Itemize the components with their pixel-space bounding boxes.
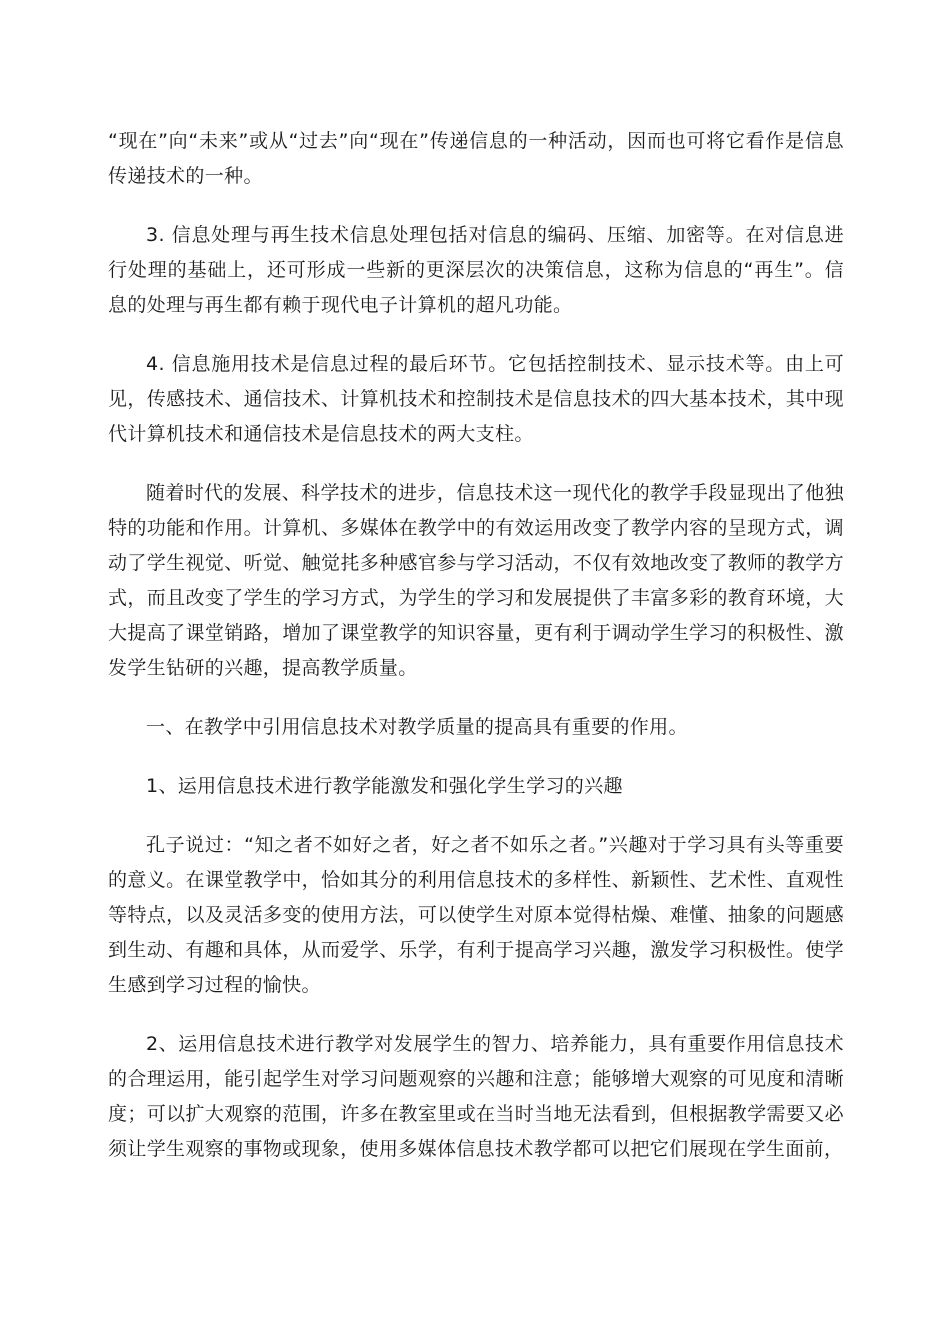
- section-heading-1: 一、在教学中引用信息技术对教学质量的提高具有重要的作用。: [146, 716, 688, 738]
- paragraph-confucius: 孔子说过：“知之者不如好之者，好之者不如乐之者。”兴趣对于学习具有头等重要的意义。在课堂教学中，恰如其分的利用信息技术的多样性、新颖性、艺术性、直观性等特点，以及灵活多变的使用方法，可以使学生对原本觉得枯燥、难懂、抽象的问题感到生动、有趣和具体，从而爱学、乐学，有利于提高学习兴趣，激发学习积极性。使学生感到学习过程的愉快。: [108, 834, 844, 996]
- document-body: [108, 124, 844, 1191]
- paragraph-item-4: 4. 信息施用技术是信息过程的最后环节。它包括控制技术、显示技术等。由上可见，传感技术、通信技术、计算机技术和控制技术是信息技术的四大基本技术，其中现代计算机技术和通信技术是信息技术的两大支柱。: [108, 353, 844, 445]
- paragraph-development: 随着时代的发展、科学技术的进步，信息技术这一现代化的教学手段显现出了他独特的功能和作用。计算机、多媒体在教学中的有效运用改变了教学内容的呈现方式，调动了学生视觉、听觉、触觉扥多种感官参与学习活动，不仅有效地改变了教师的教学方式，而且改变了学生的学习方式，为学生的学习和发展提供了丰富多彩的教育环境，大大提高了课堂销路，增加了课堂教学的知识容量，更有利于调动学生学习的积极性、激发学生钻研的兴趣，提高教学质量。: [108, 482, 844, 679]
- paragraph-continuation: “现在”向“未来”或从“过去”向“现在”传递信息的一种活动，因而也可将它看作是信息传递技术的一种。: [108, 130, 844, 187]
- paragraph-item-3: 3. 信息处理与再生技术信息处理包括对信息的编码、压缩、加密等。在对信息进行处理的基础上，还可形成一些新的更深层次的决策信息，这称为信息的“再生”。信息的处理与再生都有赖于现代电子计算机的超凡功能。: [108, 224, 844, 316]
- paragraph-item-2: 2、运用信息技术进行教学对发展学生的智力、培养能力，具有重要作用信息技术的合理运用，能引起学生对学习问题观察的兴趣和注意；能够增大观察的可见度和清晰度；可以扩大观察的范围，许多在教室里或在当时当地无法看到，但根据教学需要又必须让学生观察的事物或现象，使用多媒体信息技术教学都可以把它们展现在学生面前，: [108, 1033, 844, 1160]
- subsection-heading-1: 1、运用信息技术进行教学能激发和强化学生学习的兴趣: [146, 775, 623, 797]
